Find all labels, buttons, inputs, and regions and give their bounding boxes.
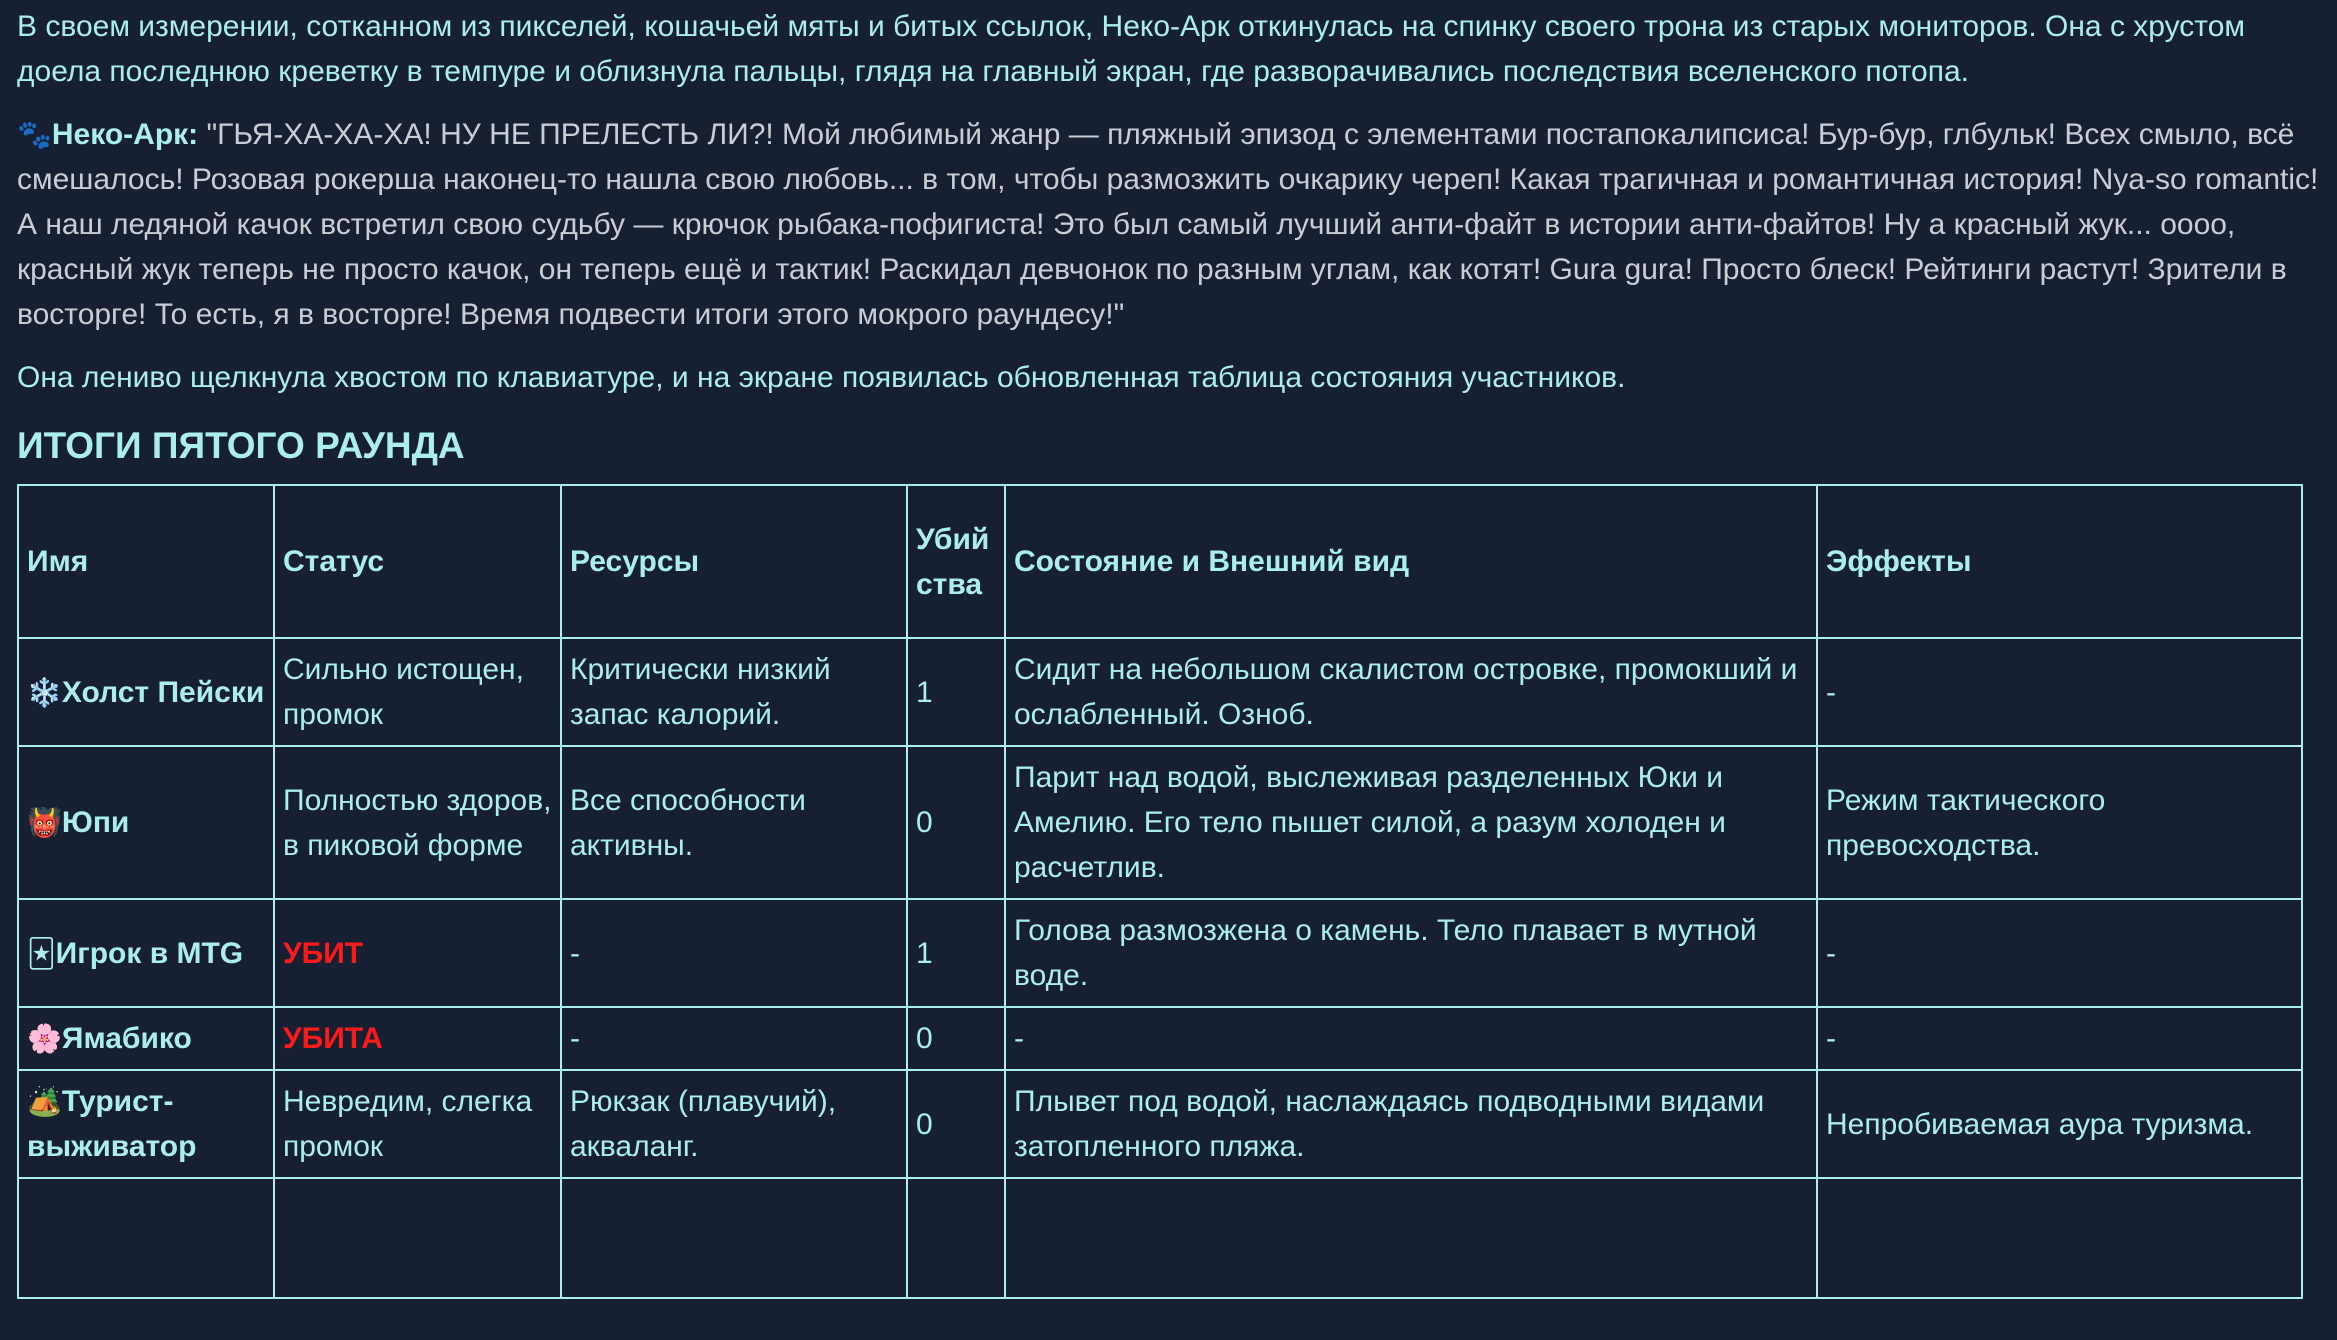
kills-cell: 1 [907, 899, 1005, 1007]
condition-cell: Сидит на небольшом скалистом островке, промокший и ослабленный. Озноб. [1005, 638, 1817, 746]
empty-cell [274, 1178, 561, 1298]
snowflake-icon: ❄️ [27, 675, 62, 709]
empty-cell [1817, 1178, 2302, 1298]
cherry-blossom-icon: 🌸 [27, 1022, 62, 1055]
empty-cell [1005, 1178, 1817, 1298]
kills-cell: 0 [907, 746, 1005, 899]
participant-name-cell [18, 1070, 274, 1178]
intro-paragraph: В своем измерении, сотканном из пикселей, кошачьей мяты и битых ссылок, Неко-Арк откинулась на спинку своего трона из старых мониторов. Она с хрустом доела последнюю креветку в темпуре и облизнула пальцы, глядя на главный экран, где разворачивались последствия вселенского потопа. [17, 10, 2245, 88]
empty-cell [907, 1178, 1005, 1298]
participant-name: Юпи [61, 806, 130, 839]
kills-cell: 0 [907, 1007, 1005, 1070]
status-cell: Сильно истощен, промок [274, 638, 561, 746]
ogre-icon: 👹 [27, 806, 62, 839]
condition-cell: Парит над водой, выслеживая разделенных Юки и Амелию. Его тело пышет силой, а разум холоден и расчетлив. [1005, 746, 1817, 899]
header-resources: Ресурсы [561, 485, 907, 638]
resources-cell: - [561, 899, 907, 1007]
header-kills: Убийства [907, 485, 1005, 638]
header-effects: Эффекты [1817, 485, 2302, 638]
outro-paragraph: Она лениво щелкнула хвостом по клавиатуре, и на экране появилась обновленная таблица состояния участников. [17, 361, 1626, 394]
header-condition: Состояние и Внешний вид [1005, 485, 1817, 638]
dialog-paragraph [17, 112, 2320, 337]
condition-cell: - [1005, 1007, 1817, 1070]
status-cell: УБИТ [274, 899, 561, 1007]
status-cell: Полностью здоров, в пиковой форме [274, 746, 561, 899]
joker-card-icon: 🃏 [27, 936, 56, 970]
participant-name: Холст Пейски [61, 675, 265, 709]
table-title: ИТОГИ ПЯТОГО РАУНДА [17, 425, 465, 466]
paw-prints-icon: 🐾 [17, 118, 52, 151]
condition-cell: Плывет под водой, наслаждаясь подводными видами затопленного пляжа. [1005, 1070, 1817, 1178]
speaker-name: Неко-Арк: [51, 118, 199, 151]
participant-name-cell [18, 638, 274, 746]
table-row [18, 746, 2302, 899]
participant-name: Турист-выживатор [27, 1085, 197, 1163]
effects-cell: Непробиваемая аура туризма. [1817, 1070, 2302, 1178]
table-row [18, 1178, 2302, 1298]
header-status: Статус [274, 485, 561, 638]
effects-cell: - [1817, 1007, 2302, 1070]
empty-cell [18, 1178, 274, 1298]
participant-name-cell [18, 899, 274, 1007]
effects-cell: - [1817, 638, 2302, 746]
resources-cell: Все способности активны. [561, 746, 907, 899]
resources-cell: Рюкзак (плавучий), акваланг. [561, 1070, 907, 1178]
camping-icon: 🏕️ [27, 1085, 62, 1118]
status-cell: УБИТА [274, 1007, 561, 1070]
resources-cell: - [561, 1007, 907, 1070]
table-header-row [18, 485, 2302, 638]
status-table [17, 484, 2303, 1299]
table-row [18, 1070, 2302, 1178]
header-name: Имя [18, 485, 274, 638]
table-row [18, 638, 2302, 746]
dialog-text: "ГЬЯ-ХА-ХА-ХА! НУ НЕ ПРЕЛЕСТЬ ЛИ?! Мой любимый жанр — пляжный эпизод с элементами постапокалипсиса! Бур-бур, глбульк! Всех смыло, всё смешалось! Розовая рокерша наконец-то нашла свою любовь... в том, чтобы размозжить очкарику череп! Какая трагичная и романтичная история! Nya-so romantic! А наш ледяной качок встретил свою судьбу — крючок рыбака-пофигиста! Это был самый лучший анти-файт в истории анти-файтов! Ну а красный жук... оооо, красный жук теперь не просто качок, он теперь ещё и тактик! Раскидал девчонок по разным углам, как котят! Gura gura! Просто блеск! Рейтинги растут! Зрители в восторге! То есть, я в восторге! Время подвести итоги этого мокрого раундесу!" [17, 118, 2319, 331]
condition-cell: Голова размозжена о камень. Тело плавает в мутной воде. [1005, 899, 1817, 1007]
kills-cell: 0 [907, 1070, 1005, 1178]
table-row [18, 1007, 2302, 1070]
kills-cell: 1 [907, 638, 1005, 746]
status-cell: Невредим, слегка промок [274, 1070, 561, 1178]
participant-name: Ямабико [61, 1022, 192, 1055]
table-row [18, 899, 2302, 1007]
participant-name-cell [18, 1007, 274, 1070]
effects-cell: Режим тактического превосходства. [1817, 746, 2302, 899]
effects-cell: - [1817, 899, 2302, 1007]
empty-cell [561, 1178, 907, 1298]
participant-name: Игрок в MTG [55, 936, 244, 970]
participant-name-cell [18, 746, 274, 899]
resources-cell: Критически низкий запас калорий. [561, 638, 907, 746]
